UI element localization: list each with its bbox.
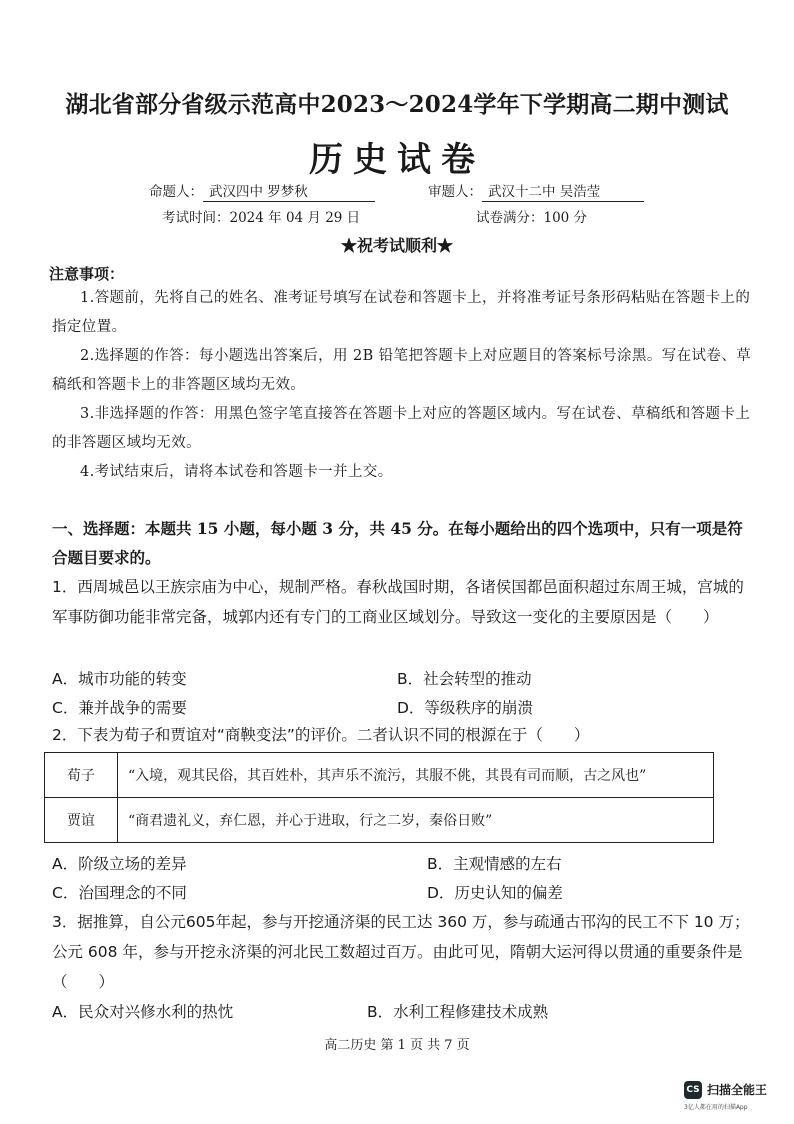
table-cell-name: 贾谊 — [45, 798, 118, 843]
reviewer-value: 武汉十二中 吴浩莹 — [482, 180, 644, 202]
scanner-logo-icon: CS — [684, 1081, 702, 1099]
subject-title: 历史试卷 — [309, 140, 485, 180]
scanner-app-name: 扫描全能王 — [707, 1083, 768, 1097]
section-heading: 一、选择题：本题共 15 小题，每小题 3 分，共 45 分。在每小题给出的四个选项中，只有一项是符合题目要求的。 — [52, 519, 743, 567]
notice-heading: 注意事项： — [49, 265, 125, 283]
question-1-stem: 1．西周城邑以王族宗庙为中心，规制严格。春秋战国时期，各诸侯国都邑面积超过东周王城，宫城的军事防御功能非常完备，城郭内还有专门的工商业区域划分。导致这一变化的主要原因是（ ） — [52, 578, 744, 626]
exam-title: 湖北省部分省级示范高中2023～2024学年下学期高二期中测试 — [65, 91, 729, 118]
notice-item: 4.考试结束后，请将本试卷和答题卡一并上交。 — [80, 464, 393, 480]
question-2-option-b: B．主观情感的左右 — [427, 855, 562, 873]
table-cell-text: “入境，观其民俗，其百姓朴，其声乐不流污，其服不佻，其畏有司而顺，古之风也” — [118, 753, 714, 798]
reviewer-label: 审题人： — [428, 184, 482, 200]
notice-item: 1.答题前，先将自己的姓名、准考证号填写在试卷和答题卡上，并将准考证号条形码粘贴在答题卡上的指定位置。 — [52, 290, 751, 335]
question-3-stem: 3．据推算，自公元605年起，参与开挖通济渠的民工达 360 万，参与疏通古邗沟的民工不下 10 万；公元 608 年，参与开挖永济渠的河北民工数超过百万。由此可见，隋朝大运河得以贯通的重要条件是（ ） — [52, 913, 750, 991]
question-1-option-a: A．城市功能的转变 — [52, 670, 187, 688]
question-2-option-c: C．治国理念的不同 — [52, 884, 187, 902]
exam-time: 考试时间：2024 年 04 月 29 日 — [162, 210, 361, 226]
question-2-stem: 2．下表为荀子和贾谊对“商鞅变法”的评价。二者认识不同的根源在于（ ） — [52, 726, 590, 744]
table-row — [45, 798, 714, 843]
table-cell-text: “商君遗礼义，弃仁恩，并心于进取，行之二岁，秦俗日败” — [118, 798, 714, 843]
notice-item: 2.选择题的作答：每小题选出答案后，用 2B 铅笔把答题卡上对应题目的答案标号涂黑。写在试卷、草稿纸和答题卡上的非答题区域均无效。 — [52, 348, 752, 393]
reviewer-line — [428, 180, 644, 202]
question-1-option-c: C．兼并战争的需要 — [52, 699, 187, 717]
page-footer: 高二历史 第 1 页 共 7 页 — [324, 1038, 470, 1053]
question-3-option-b: B．水利工程修建技术成熟 — [367, 1003, 549, 1021]
question-3-option-a: A．民众对兴修水利的热忱 — [52, 1003, 234, 1021]
question-2-table — [44, 752, 714, 843]
scanner-tagline: 3亿人都在用的扫描App — [684, 1104, 748, 1111]
setter-label: 命题人： — [149, 184, 203, 200]
table-cell-name: 荀子 — [45, 753, 118, 798]
question-1-option-d: D．等级秩序的崩溃 — [397, 699, 533, 717]
notice-item: 3.非选择题的作答：用黑色签字笔直接答在答题卡上对应的答题区域内。写在试卷、草稿纸和答题卡上的非答题区域均无效。 — [52, 406, 751, 451]
table-row — [45, 753, 714, 798]
setter-line — [149, 180, 375, 202]
good-luck-wish: ★祝考试顺利★ — [340, 236, 453, 255]
question-2-option-a: A．阶级立场的差异 — [52, 855, 187, 873]
question-1-option-b: B．社会转型的推动 — [397, 670, 532, 688]
setter-value: 武汉四中 罗梦秋 — [203, 180, 375, 202]
question-2-option-d: D．历史认知的偏差 — [427, 884, 563, 902]
full-score: 试卷满分：100 分 — [476, 210, 588, 226]
